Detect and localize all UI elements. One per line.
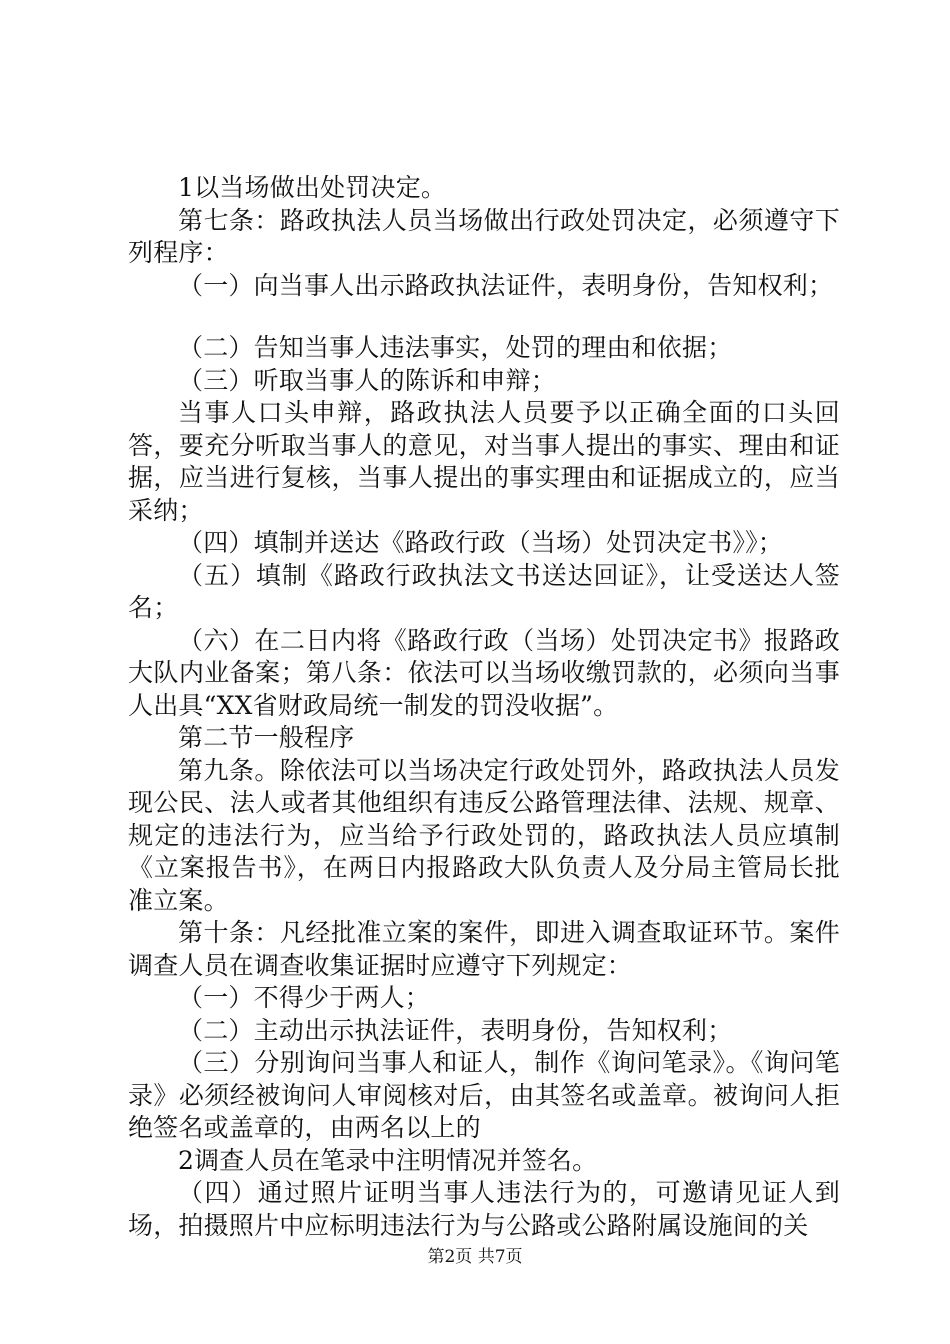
procedure-item-4: （四）填制并送达《路政行政（当场）处罚决定书》》； xyxy=(178,528,784,557)
paragraph-1: 1以当场做出处罚决定。 xyxy=(178,173,447,202)
procedure-item-1: （一）向当事人出示路政执法证件，表明身份，告知权利； xyxy=(178,270,834,300)
page-number-label: 第2页 共7页 xyxy=(427,1247,523,1267)
rule-item-4: （四）通过照片证明当事人违法行为的，可邀请见证人到场，拍摄照片中应标明违法行为与公路或公路附属设施间的关 xyxy=(128,1178,840,1240)
rule-item-3: （三）分别询问当事人和证人，制作《询问笔录》。《询问笔录》必须经被询问人审阅核对后，由其签名或盖章。被询问人拒绝签名或盖章的，由两名以上的 xyxy=(128,1048,840,1142)
article-10-paragraph: 第十条：凡经批准立案的案件，即进入调查取证环节。案件调查人员在调查收集证据时应遵守下列规定： xyxy=(128,918,840,980)
defense-paragraph: 当事人口头申辩，路政执法人员要予以正确全面的口头回答，要充分听取当事人的意见，对当事人提出的事实、理由和证据，应当进行复核，当事人提出的事实理由和证据成立的，应当采纳； xyxy=(128,398,840,525)
procedure-item-3: （三）听取当事人的陈诉和申辩； xyxy=(178,365,557,395)
procedure-item-5: （五）填制《路政行政执法文书送达回证》，让受送达人签名； xyxy=(128,560,840,622)
document-body xyxy=(128,172,840,1242)
section-heading: 第二节一般程序 xyxy=(178,723,355,752)
page-footer xyxy=(0,1247,950,1267)
rule-item-1: （一）不得少于两人； xyxy=(178,983,431,1012)
procedure-item-6: （六）在二日内将《路政行政（当场）处罚决定书》报路政大队内业备案；第八条：依法可以当场收缴罚款的，必须向当事人出具“XX省财政局统一制发的罚没收据”。 xyxy=(128,625,840,720)
paragraph-2: 2调查人员在笔录中注明情况并签名。 xyxy=(178,1145,598,1175)
article-9-paragraph: 第九条。除依法可以当场决定行政处罚外，路政执法人员发现公民、法人或者其他组织有违反公路管理法律、法规、规章、规定的违法行为，应当给予行政处罚的，路政执法人员应填制《立案报告书》，在两日内报路政大队负责人及分局主管局长批准立案。 xyxy=(128,755,840,915)
rule-item-2: （二）主动出示执法证件，表明身份，告知权利； xyxy=(178,1015,733,1045)
procedure-item-2: （二）告知当事人违法事实，处罚的理由和依据； xyxy=(178,333,733,362)
article-7-paragraph: 第七条：路政执法人员当场做出行政处罚决定，必须遵守下列程序： xyxy=(128,205,840,267)
